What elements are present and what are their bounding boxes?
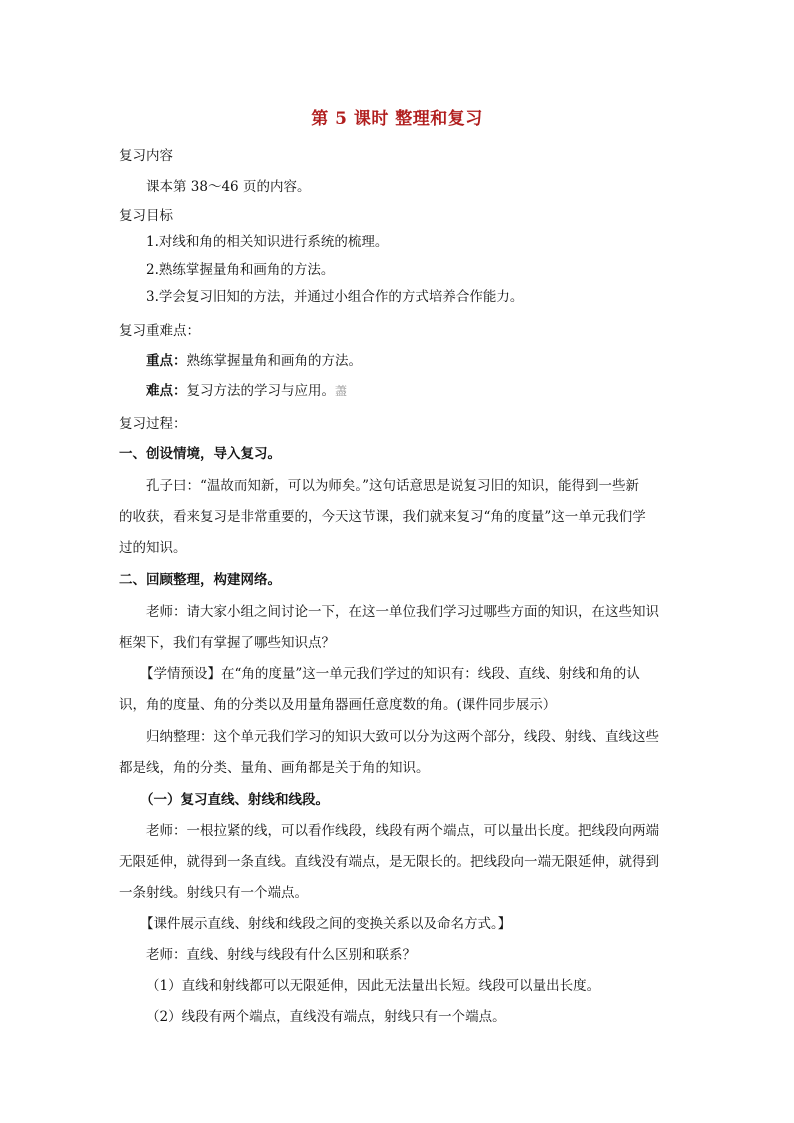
goal-item-2: 2.熟练掌握量角和画角的方法。 [146, 262, 335, 278]
process-heading: 复习过程： [119, 416, 187, 432]
sub1-paragraph-line: 老师：一根拉紧的线，可以看作线段，线段有两个端点，可以量出长度。把线段向两端 [146, 823, 659, 839]
part2-paragraph-line: 都是线，角的分类、量角、画角都是关于角的知识。 [119, 760, 430, 776]
sub1-paragraph-line: 【课件展示直线、射线和线段之间的变换关系以及命名方式。】 [140, 916, 512, 932]
key-text: 熟练掌握量角和画角的方法。 [186, 353, 362, 369]
diff-text: 复习方法的学习与应用。 [186, 383, 335, 399]
content-heading: 复习内容 [119, 148, 173, 164]
part2-paragraph-line: 框架下，我们有掌握了哪些知识点？ [119, 635, 335, 651]
part2-paragraph-line: 识，角的度量、角的分类以及用量角器画任意度数的角。(课件同步展示） [119, 697, 557, 713]
content-text: 课本第 38～46 页的内容。 [146, 179, 311, 195]
sub1-paragraph-line: 无限延伸，就得到一条直线。直线没有端点，是无限长的。把线段向一端无限延伸，就得到 [119, 854, 659, 870]
key-point [146, 351, 362, 371]
diff-mark: 藎 [335, 384, 348, 398]
part2-paragraph-line: 【学情预设】在“角的度量”这一单元我们学过的知识有：线段、直线、射线和角的认 [140, 666, 640, 682]
page-title: 第 5 课时 整理和复习 [311, 109, 483, 129]
key-label: 重点： [146, 353, 187, 369]
sub1-paragraph-line: （1）直线和射线都可以无限延伸，因此无法量出长短。线段可以量出长度。 [146, 978, 601, 994]
part1-heading: 一、创设情境，导入复习。 [119, 446, 281, 462]
sub1-heading: （一）复习直线、射线和线段。 [140, 792, 329, 808]
diff-label: 难点： [146, 383, 187, 399]
part2-heading: 二、回顾整理，构建网络。 [119, 572, 281, 588]
part1-paragraph-line: 的收获，看来复习是非常重要的，今天这节课，我们就来复习“角的度量”这一单元我们学 [119, 509, 646, 525]
key-heading: 复习重难点： [119, 323, 200, 339]
difficult-point [146, 381, 347, 401]
goal-item-3: 3.学会复习旧知的方法，并通过小组合作的方式培养合作能力。 [146, 289, 524, 305]
sub1-paragraph-line: 一条射线。射线只有一个端点。 [119, 885, 308, 901]
sub1-paragraph-line: （2）线段有两个端点，直线没有端点，射线只有一个端点。 [146, 1009, 506, 1025]
goal-item-1: 1.对线和角的相关知识进行系统的梳理。 [146, 234, 389, 250]
part2-paragraph-line: 老师：请大家小组之间讨论一下，在这一单位我们学习过哪些方面的知识，在这些知识 [146, 604, 659, 620]
part2-paragraph-line: 归纳整理：这个单元我们学习的知识大致可以分为这两个部分，线段、射线、直线这些 [146, 729, 659, 745]
part1-paragraph-line: 过的知识。 [119, 540, 187, 556]
part1-paragraph-line: 孔子曰：“温故而知新，可以为师矣。”这句话意思是说复习旧的知识，能得到一些新 [146, 478, 640, 494]
goals-heading: 复习目标 [119, 208, 173, 224]
sub1-paragraph-line: 老师：直线、射线与线段有什么区别和联系？ [146, 947, 416, 963]
